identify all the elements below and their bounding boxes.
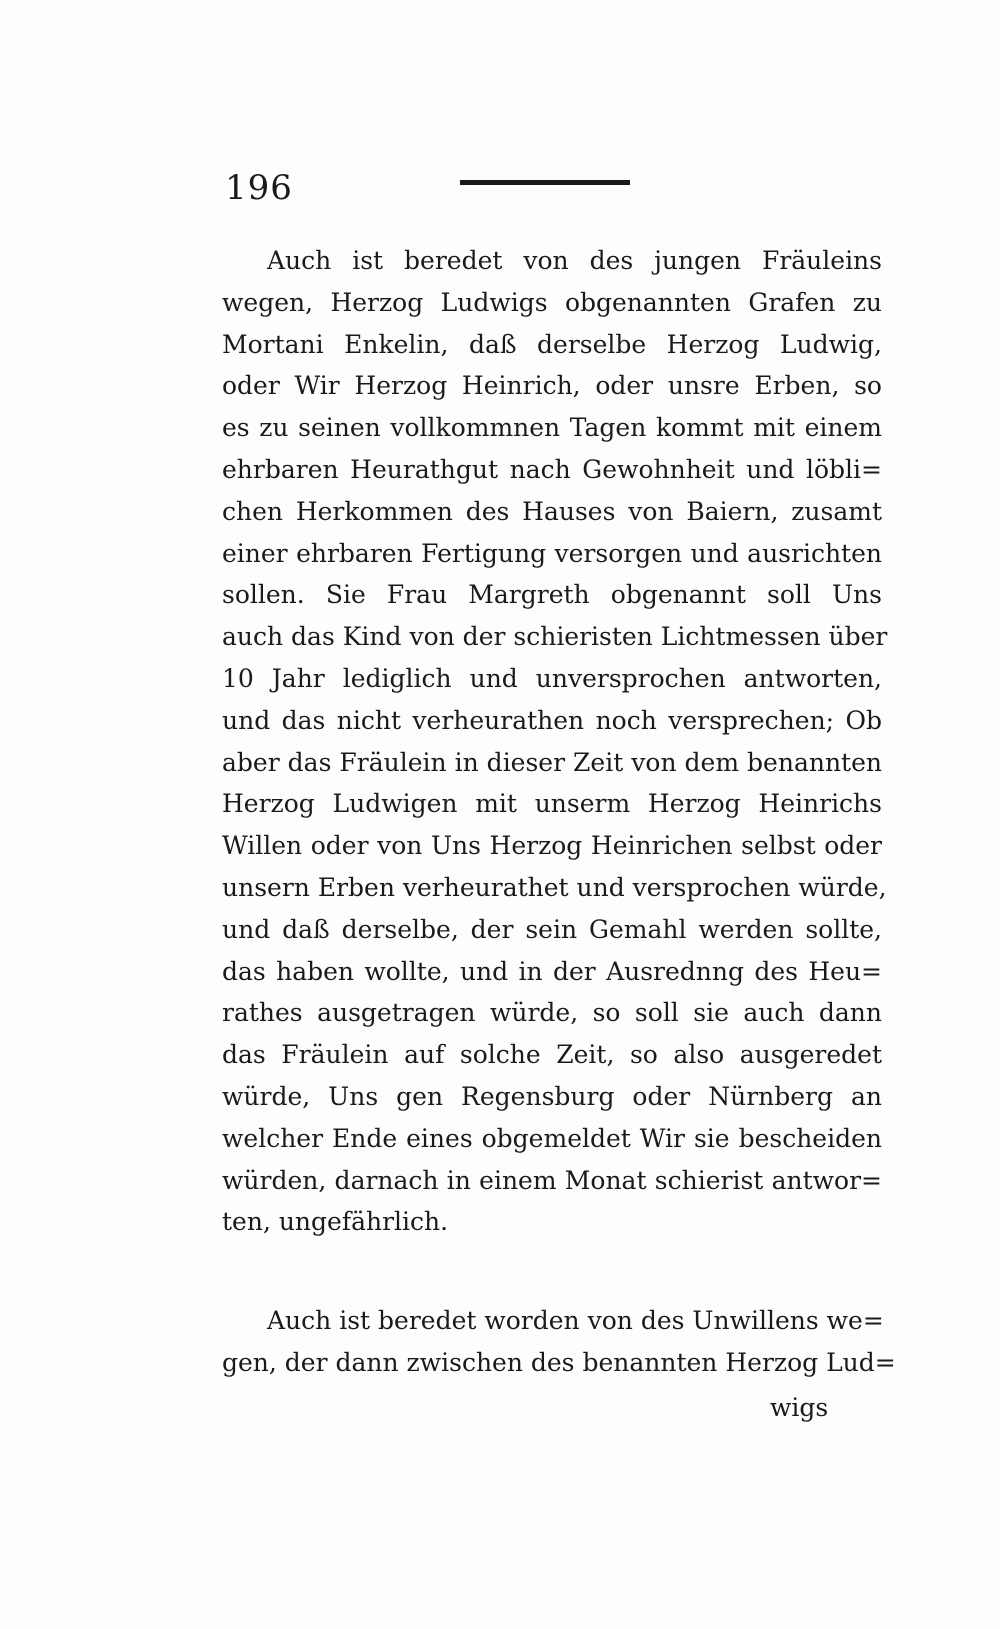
text-line: oder Wir Herzog Heinrich, oder unsre Erben, so	[222, 371, 882, 401]
text-line: auch das Kind von der schieristen Lichtmessen über	[222, 622, 888, 652]
text-line: aber das Fräulein in dieser Zeit von dem benannten	[222, 747, 882, 777]
text-line: es zu seinen vollkommnen Tagen kommt mit einem	[222, 413, 882, 443]
text-line: Auch ist beredet worden von des Unwillens we=	[267, 1306, 884, 1335]
text-line: ehrbaren Heurathgut nach Gewohnheit und löbli=	[222, 454, 882, 484]
paragraph-1	[222, 240, 888, 1243]
page-header	[225, 168, 645, 218]
text-line: ten, ungefährlich.	[222, 1207, 449, 1237]
text-line: Auch ist beredet von des jungen Fräuleins	[267, 246, 882, 275]
text-line: gen, der dann zwischen des benannten Herzog Lud=	[222, 1347, 896, 1377]
text-line: unsern Erben verheurathet und versprochen würde,	[222, 872, 887, 902]
text-line: sollen. Sie Frau Margreth obgenannt soll Uns	[222, 580, 882, 610]
text-line: das haben wollte, und in der Ausrednng des Heu=	[222, 956, 882, 986]
text-line: rathes ausgetragen würde, so soll sie auch dann	[222, 998, 882, 1028]
catchword: wigs	[770, 1393, 829, 1422]
text-line: welcher Ende eines obgemeldet Wir sie bescheiden	[222, 1123, 882, 1153]
text-line: und daß derselbe, der sein Gemahl werden sollte,	[222, 914, 882, 944]
header-rule	[460, 180, 630, 185]
paragraph-2	[222, 1300, 896, 1384]
text-line: einer ehrbaren Fertigung versorgen und ausrichten	[222, 538, 882, 568]
text-line: das Fräulein auf solche Zeit, so also ausgeredet	[222, 1040, 882, 1070]
text-line: würden, darnach in einem Monat schierist antwor=	[222, 1165, 882, 1195]
text-line: chen Herkommen des Hauses von Baiern, zusamt	[222, 496, 882, 526]
text-line: Mortani Enkelin, daß derselbe Herzog Ludwig,	[222, 329, 882, 359]
text-line: Herzog Ludwigen mit unserm Herzog Heinrichs	[222, 789, 882, 819]
text-line: 10 Jahr lediglich und unversprochen antworten,	[222, 663, 882, 693]
page-number: 196	[225, 168, 293, 208]
text-line: und das nicht verheurathen noch versprechen; Ob	[222, 705, 882, 735]
text-line: wegen, Herzog Ludwigs obgenannten Grafen zu	[222, 287, 882, 317]
text-line: Willen oder von Uns Herzog Heinrichen selbst oder	[222, 831, 882, 861]
text-line: würde, Uns gen Regensburg oder Nürnberg an	[222, 1081, 882, 1111]
